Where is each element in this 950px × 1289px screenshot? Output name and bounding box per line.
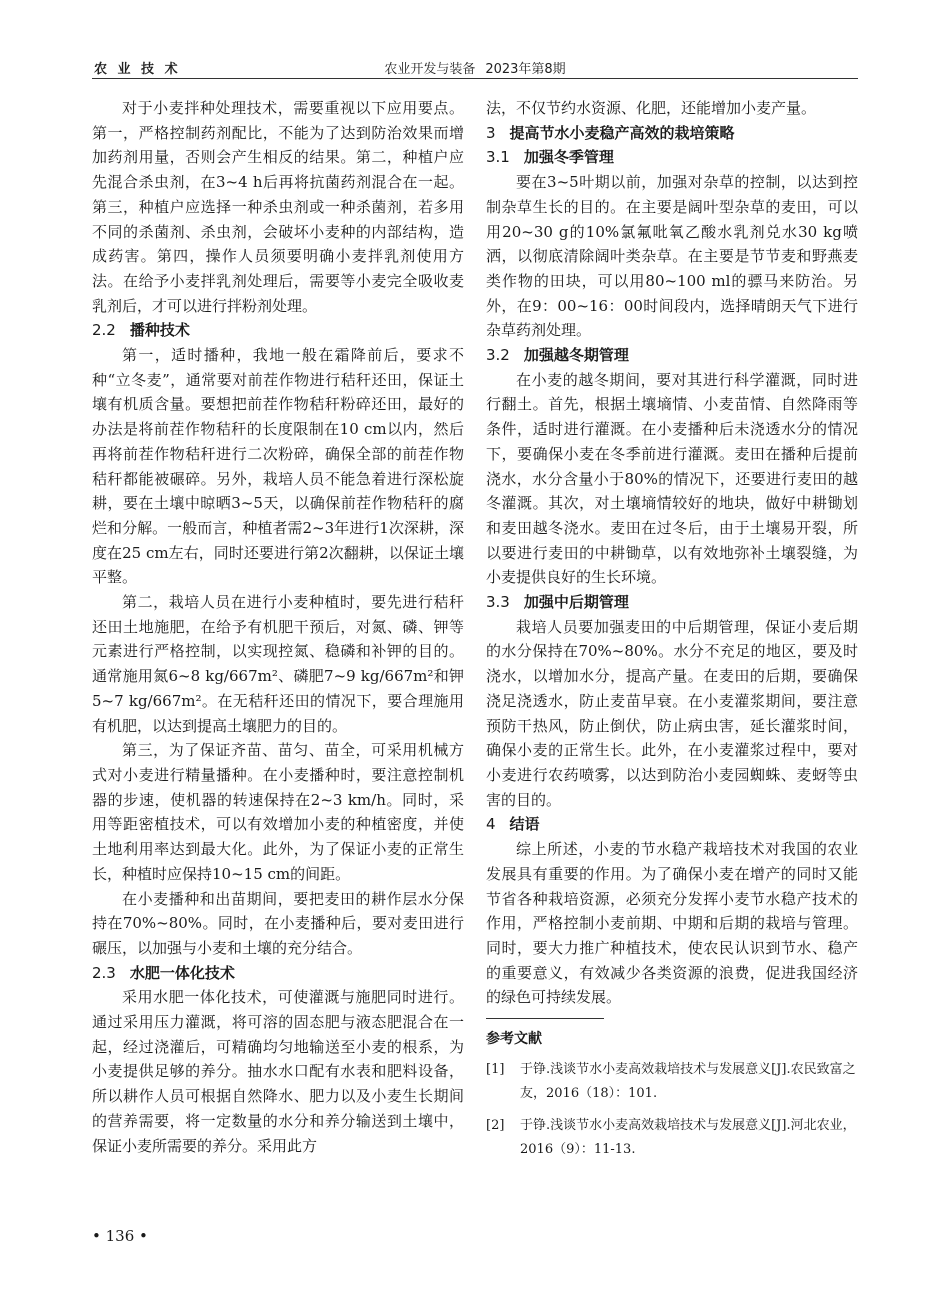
page-number: • 136 • xyxy=(92,1227,148,1245)
paragraph-sowing-2: 第二，栽培人员在进行小麦种植时，要先进行秸秆还田土地施肥，在给予有机肥干预后，对氮、磷、钾等元素进行严格控制，以实现控氮、稳磷和补钾的目的。通常施用氮6~8 kg/667m²、磷肥7~9 kg/667m²和钾5~7 kg/667m²。在无秸秆还田的情况下，要合理施用有机肥，以达到提高土壤肥力的目的。 xyxy=(92,593,464,735)
heading-number: 3.1 xyxy=(486,148,510,167)
paragraph-late-management: 栽培人员要加强麦田的中后期管理，保证小麦后期的水分保持在70%~80%。水分不充足的地区，要及时浇水，以增加水分，提高产量。在麦田的后期，要确保浇足浇透水，防止麦苗早衰。在小麦灌浆期间，要注意预防干热风，防止倒伏，防止病虫害，延长灌浆时间，确保小麦的正常生长。此外，在小麦灌浆过程中，要对小麦进行农药喷雾，以达到防治小麦园蜘蛛、麦蚜等虫害的目的。 xyxy=(486,617,858,809)
heading-title: 播种技术 xyxy=(129,321,190,340)
reference-item xyxy=(486,1114,858,1162)
paragraph-sowing-3: 第三，为了保证齐苗、苗匀、苗全，可采用机械方式对小麦进行精量播种。在小麦播种时，要注意控制机器的步速，使机器的转速保持在2~3 km/h。同时，采用等距密植技术，可以有效增加小麦的种植密度，并使土地利用率达到最大化。此外，为了保证小麦的正常生长，种植时应保持10~15 cm的间距。 xyxy=(92,741,464,883)
left-column xyxy=(92,96,464,1158)
heading-title: 提高节水小麦稳产高效的栽培策略 xyxy=(509,123,735,142)
heading-3-2 xyxy=(486,343,858,368)
paragraph-continued: 法，不仅节约水资源、化肥，还能增加小麦产量。 xyxy=(486,99,817,117)
paragraph-water-fertilizer: 采用水肥一体化技术，可使灌溉与施肥同时进行。通过采用压力灌溉，将可溶的固态肥与液态肥混合在一起，经过浇灌后，可精确均匀地输送至小麦的根系，为小麦提供足够的养分。抽水水口配有水表和肥料设备，所以耕作人员可根据自然降水、肥力以及小麦生长期间的营养需要，将一定数量的水分和养分输送到土壤中，保证小麦所需要的养分。采用此方 xyxy=(92,988,464,1155)
header-section: 农 业 技 术 xyxy=(94,62,181,77)
paragraph-conclusion: 综上所述，小麦的节水稳产栽培技术对我国的农业发展具有重要的作用。为了确保小麦在增产的同时又能节省各种栽培资源，必须充分发挥小麦节水稳产技术的作用，严格控制小麦前期、中期和后期的栽培与管理。同时，要大力推广种植技术，使农民认识到节水、稳产的重要意义，有效减少各类资源的浪费，促进我国经济的绿色可持续发展。 xyxy=(486,840,858,1007)
references-rule xyxy=(486,1018,604,1019)
reference-index: [2] xyxy=(486,1117,505,1133)
heading-number: 2.2 xyxy=(92,321,116,340)
journal-issue: 2023年第8期 xyxy=(485,62,566,77)
paragraph-sowing-4: 在小麦播种和出苗期间，要把麦田的耕作层水分保持在70%~80%。同时，在小麦播种后，要对麦田进行碾压，以加强与小麦和土壤的充分结合。 xyxy=(92,889,464,957)
references xyxy=(486,1018,858,1162)
journal-name: 农业开发与装备 xyxy=(384,62,476,77)
heading-2-3 xyxy=(92,961,464,986)
heading-number: 4 xyxy=(486,815,496,834)
reference-item xyxy=(486,1058,858,1106)
heading-number: 3.2 xyxy=(486,346,510,365)
heading-title: 结语 xyxy=(509,815,540,834)
paragraph-sowing-1: 第一，适时播种，我地一般在霜降前后，要求不种“立冬麦”，通常要对前茬作物进行秸秆还田，保证土壤有机质含量。要想把前茬作物秸秆粉碎还田，最好的办法是将前茬作物秸秆的长度限制在10 cm以内，然后再将前茬作物秸秆进行二次粉碎，确保全部的前茬作物秸秆都能被碾碎。另外，栽培人员不能急着进行深松旋耕，要在土壤中晾晒3~5天，以确保前茬作物秸秆的腐烂和分解。一般而言，种植者需2~3年进行1次深耕，深度在25 cm左右，同时还要进行第2次翻耕，以保证土壤平整。 xyxy=(92,346,464,587)
reference-text: 于铮.浅谈节水小麦高效栽培技术与发展意义[J].河北农业，2016（9）：11-13. xyxy=(520,1117,856,1157)
heading-number: 3 xyxy=(486,123,496,142)
heading-title: 水肥一体化技术 xyxy=(129,963,235,982)
paragraph-overwinter-management: 在小麦的越冬期间，要对其进行科学灌溉，同时进行翻土。首先，根据土壤墒情、小麦苗情、自然降雨等条件，适时进行灌溉。在小麦播种后未浇透水分的情况下，要确保小麦在冬季前进行灌溉。麦田在播种后提前浇水，水分含量小于80%的情况下，还要进行麦田的越冬灌溉。其次，对土壤墒情较好的地块，做好中耕锄划和麦田越冬浇水。麦田在过冬后，由于土壤易开裂，所以要进行麦田的中耕锄草，以有效地弥补土壤裂缝，为小麦提供良好的生长环境。 xyxy=(486,370,858,587)
heading-3 xyxy=(486,121,858,146)
right-column xyxy=(486,96,858,1170)
heading-title: 加强冬季管理 xyxy=(523,148,614,167)
reference-index: [1] xyxy=(486,1061,505,1077)
paragraph-seed-dressing: 对于小麦拌种处理技术，需要重视以下应用要点。第一，严格控制药剂配比，不能为了达到防治效果而增加药剂用量，否则会产生相反的结果。第二，种植户应先混合杀虫剂，在3~4 h后再将抗菌药剂混合在一起。第三，种植户应选择一种杀虫剂或一种杀菌剂，若多用不同的杀菌剂、杀虫剂，会破坏小麦种的内部结构，造成药害。第四，操作人员须要明确小麦拌乳剂使用方法。在给予小麦拌乳剂处理后，需要等小麦完全吸收麦乳剂后，才可以进行拌粉剂处理。 xyxy=(92,99,464,315)
header-rule xyxy=(92,78,858,79)
paragraph-winter-management: 要在3~5叶期以前，加强对杂草的控制，以达到控制杂草生长的目的。在主要是阔叶型杂草的麦田，可以用20~30 g的10%氯氟吡氧乙酸水乳剂兑水30 kg喷洒，以彻底清除阔叶类杂草。在主要是节节麦和野燕麦类作物的田块，可以用80~100 ml的骠马来防治。另外，在9：00~16：00时间段内，选择晴朗天气下进行杂草药剂处理。 xyxy=(486,173,858,340)
running-header xyxy=(92,54,858,80)
reference-text: 于铮.浅谈节水小麦高效栽培技术与发展意义[J].农民致富之友，2016（18）：101. xyxy=(520,1061,856,1101)
references-title: 参考文献 xyxy=(486,1031,542,1048)
heading-title: 加强越冬期管理 xyxy=(523,346,629,365)
heading-title: 加强中后期管理 xyxy=(523,593,629,612)
heading-2-2 xyxy=(92,318,464,343)
heading-3-1 xyxy=(486,145,858,170)
heading-3-3 xyxy=(486,590,858,615)
heading-number: 2.3 xyxy=(92,963,116,982)
header-journal xyxy=(92,58,858,77)
heading-4 xyxy=(486,812,858,837)
heading-number: 3.3 xyxy=(486,593,510,612)
